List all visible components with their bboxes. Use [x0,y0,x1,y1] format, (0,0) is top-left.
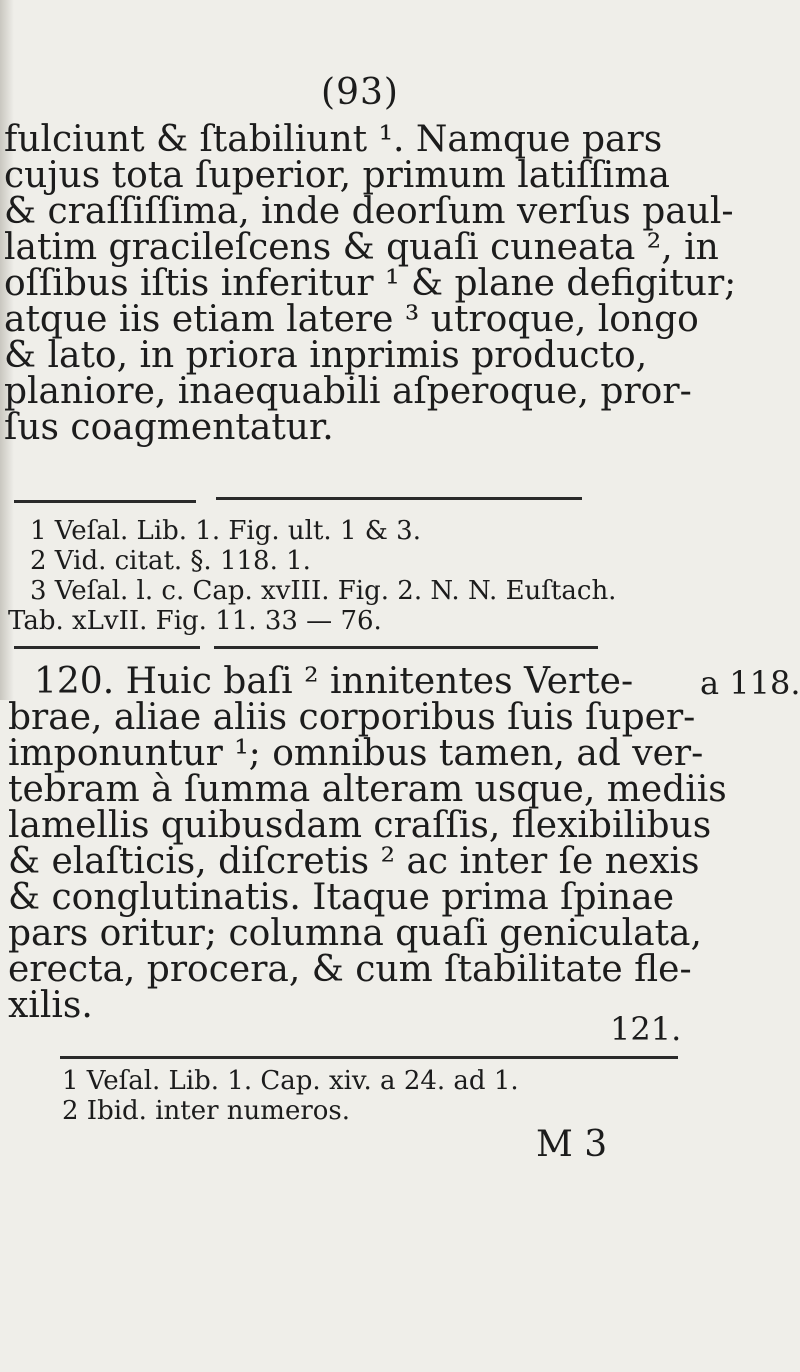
page-number: (93) [321,72,399,113]
footnotes-2 [62,1066,519,1126]
catchword: 121. [610,1010,682,1048]
footnotes-1 [30,516,616,606]
footnote-line: 2 Ibid. inter numeros. [62,1096,351,1126]
footnote-rule [216,497,582,500]
text-line: lamellis quibusdam craſſis, flexibilibus [8,805,712,846]
text-line: & craſſiſſima, inde deorſum verſus paul- [4,191,734,232]
footnote-continuation [8,606,382,636]
text-line: cujus tota ſuperior, primum latiſſima [4,155,670,196]
text-line: imponuntur ¹; omnibus tamen, ad ver- [8,733,704,774]
text-line: 120. Huic baſi ² innitentes Verte- [34,661,634,702]
text-line: latim gracileſcens & quaſi cuneata ², in [4,227,719,268]
signature-mark: M 3 [536,1124,608,1165]
text-line: fulciunt & ſtabiliunt ¹. Namque pars [4,119,663,160]
text-line: erecta, procera, & cum ſtabilitate fle- [8,949,692,990]
footnote-rule [14,500,196,503]
footnote-rule [60,1056,678,1059]
footnote-line: 1 Veſal. Lib. 1. Fig. ult. 1 & 3. [30,516,421,546]
text-line: & conglutinatis. Itaque prima ſpinae [8,877,674,918]
footnote-line: 3 Veſal. l. c. Cap. xvIII. Fig. 2. N. N. Euſtach. [30,576,617,606]
text-line: atque iis etiam latere ³ utroque, longo [4,299,699,340]
section-rule [14,646,200,649]
footnote-line: 2 Vid. citat. §. 118. 1. [30,546,311,576]
text-line: oſſibus iſtis inferitur ¹ & plane defigitur; [4,263,737,304]
text-line: pars oritur; columna quaſi geniculata, [8,913,702,954]
text-line: ſus coagmentatur. [4,407,334,448]
text-line: tebram à ſumma alteram usque, mediis [8,769,727,810]
text-line: xilis. [8,985,93,1026]
footnote-line: Tab. xLvII. Fig. 11. 33 — 76. [8,606,382,636]
text-line: & lato, in priora inprimis producto, [4,335,648,376]
paragraph-1 [4,119,737,448]
text-line: planiore, inaequabili aſperoque, pror- [4,371,692,412]
paragraph-2 [8,661,727,1026]
text-line: & elaſticis, diſcretis ² ac inter ſe nexis [8,841,700,882]
text-line: brae, aliae aliis corporibus ſuis ſuper- [8,697,696,738]
section-rule [214,646,598,649]
footnote-line: 1 Veſal. Lib. 1. Cap. xiv. a 24. ad 1. [62,1066,519,1096]
margin-reference: a 118. [700,664,800,702]
